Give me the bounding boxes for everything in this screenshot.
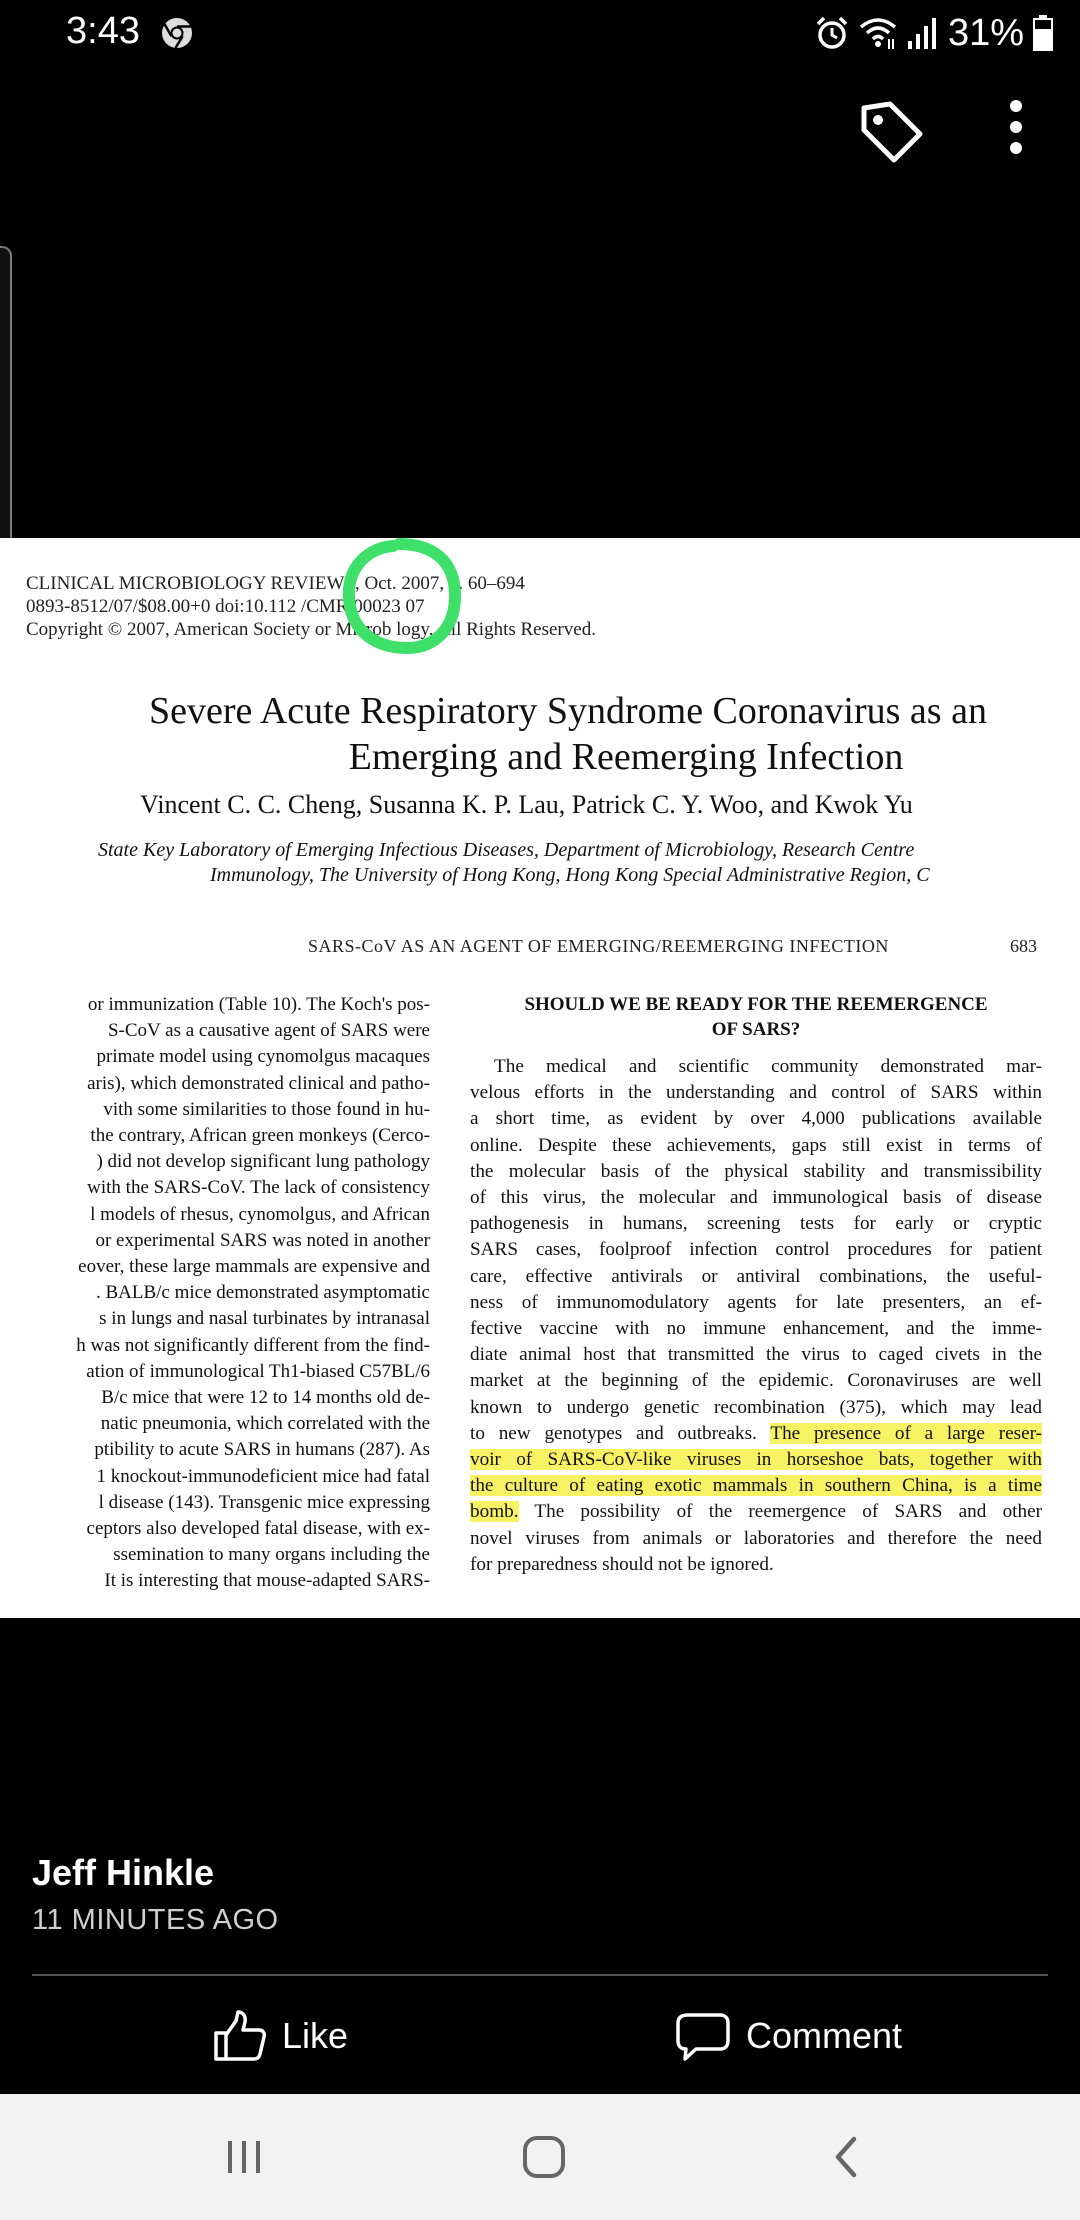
tag-button[interactable] [850, 92, 930, 172]
body-line-mixed [470, 1499, 1042, 1525]
page-number: 683 [1010, 936, 1037, 956]
body-line: diate animal host that transmitted the virus to caged civets in the [470, 1344, 1042, 1366]
chrome-icon [160, 16, 194, 50]
divider [32, 1974, 1048, 1976]
body-line: SARS cases, foolproof infection control procedures for patient [470, 1239, 1042, 1261]
body-line: for preparedness should not be ignored. [470, 1553, 774, 1575]
body-line: fective vaccine with no immune enhancement, and the imme- [470, 1318, 1042, 1340]
right-column [470, 992, 1042, 1578]
article-authors: Vincent C. C. Cheng, Susanna K. P. Lau, Patrick C. Y. Woo, and Kwok Yu [140, 790, 913, 819]
affiliation-line2: Immunology, The University of Hong Kong, Hong Kong Special Administrative Region, C [210, 864, 930, 886]
left-line: S-CoV as a causative agent of SARS were [107, 1020, 430, 1042]
navigation-bar [0, 2094, 1080, 2220]
battery-percent: 31% [947, 11, 1024, 54]
highlighted-text: the culture of eating exotic mammals in southern China, is a time [470, 1475, 1042, 1497]
wifi-icon [858, 15, 898, 51]
journal-copyright: Copyright © 2007, American Society or Microb logy. All Rights Reserved. [26, 619, 596, 640]
affiliation-line1: State Key Laboratory of Emerging Infectious Diseases, Department of Microbiology, Research Centre [98, 839, 915, 861]
left-column [0, 992, 430, 1595]
body-line: the molecular basis of the physical stability and transmissibility [470, 1160, 1042, 1182]
status-time: 3:43 [66, 10, 140, 52]
body-line-highlight [470, 1473, 1042, 1499]
highlighted-text: bomb. [470, 1501, 519, 1523]
left-line: ceptors also developed fatal disease, with ex- [86, 1518, 430, 1540]
left-line: l disease (143). Transgenic mice expressing [98, 1491, 430, 1513]
status-bar [0, 0, 1080, 70]
article-title-line1: Severe Acute Respiratory Syndrome Coronavirus as an [149, 690, 987, 732]
left-line: ssemination to many organs including the [113, 1544, 430, 1566]
poster-name[interactable]: Jeff Hinkle [32, 1852, 215, 1893]
post-timestamp: 11 MINUTES AGO [32, 1904, 279, 1936]
home-button[interactable] [504, 2124, 584, 2190]
more-options-button[interactable] [986, 92, 1046, 172]
section-heading-line2: OF SARS? [711, 1019, 801, 1040]
body-line: online. Despite these achievements, gaps still exist in terms of [470, 1134, 1042, 1156]
thumbs-up-icon [212, 2009, 266, 2063]
body-line: market at the beginning of the epidemic. Coronaviruses are well [470, 1370, 1042, 1392]
tag-icon [850, 92, 930, 172]
body-line: known to undergo genetic recombination (375), which may lead [470, 1396, 1042, 1418]
like-button[interactable] [212, 2006, 348, 2066]
battery-icon [1032, 14, 1054, 52]
left-line: primate model using cynomolgus macaques [96, 1046, 430, 1068]
article-title-line2: Emerging and Reemerging Infection [348, 736, 904, 778]
left-line: or experimental SARS was noted in another [95, 1229, 430, 1251]
left-line: with the SARS-CoV. The lack of consistency [87, 1177, 430, 1199]
body-line: velous efforts in the understanding and control of SARS within [470, 1082, 1042, 1104]
body-line: The medical and scientific community demonstrated mar- [494, 1056, 1042, 1077]
body-line: novel viruses from animals or laboratories and therefore the need [470, 1527, 1042, 1549]
body-line: ness of immunomodulatory agents for late presenters, an ef- [470, 1291, 1042, 1313]
signal-icon [906, 15, 940, 51]
comment-label: Comment [746, 2015, 903, 2056]
more-vert-icon [986, 92, 1046, 172]
left-line: ptibility to acute SARS in humans (287). As [94, 1439, 430, 1461]
recent-apps-icon [222, 2137, 266, 2177]
article-title [0, 688, 1080, 780]
body-line-mixed [470, 1421, 1042, 1447]
section-heading [470, 992, 1042, 1042]
journal-header [26, 572, 596, 641]
highlighted-text: The presence of a large reser- [770, 1422, 1042, 1444]
green-circle-annotation [337, 538, 467, 656]
left-line: . BALB/c mice demonstrated asymptomatic [95, 1282, 430, 1304]
left-line: It is interesting that mouse-adapted SARS- [104, 1570, 430, 1592]
left-line: ation of immunological Th1-biased C57BL/6 [86, 1360, 430, 1382]
journal-name: CLINICAL MICROBIOLOGY REVIEWS, [26, 573, 360, 594]
comment-button[interactable] [676, 2006, 902, 2066]
document-image [0, 538, 1080, 1618]
running-head: SARS-CoV AS AN AGENT OF EMERGING/REEMERGING INFECTION [308, 936, 889, 956]
body-text: The possibility of the reemergence of SARS and other [518, 1501, 1042, 1523]
body-text: to new genotypes and outbreaks. [470, 1422, 757, 1444]
article-affiliation [0, 838, 1080, 888]
left-line: l models of rhesus, cynomolgus, and African [90, 1203, 430, 1225]
body-line: care, effective antivirals or antiviral combinations, the useful- [470, 1265, 1042, 1287]
comment-icon [676, 2009, 730, 2063]
body-line: of this virus, the molecular and immunological basis of disease [470, 1187, 1042, 1209]
left-line: 1 knockout-immunodeficient mice had fatal [96, 1465, 430, 1487]
left-line: B/c mice that were 12 to 14 months old de- [101, 1387, 430, 1409]
home-icon [520, 2133, 568, 2181]
left-line: vith some similarities to those found in hu- [103, 1098, 430, 1120]
highlighted-text: voir of SARS-CoV-like viruses in horseshoe bats, together with [470, 1449, 1042, 1471]
left-line: the contrary, African green monkeys (Cerco- [90, 1125, 430, 1147]
back-icon [826, 2133, 866, 2181]
left-line: eover, these large mammals are expensive and [78, 1256, 430, 1278]
left-line: or immunization (Table 10). The Koch's pos- [87, 994, 430, 1015]
journal-doi: 0893-8512/07/$08.00+0 doi:10.112 /CMR.00023 07 [26, 596, 425, 617]
recent-apps-button[interactable] [204, 2124, 284, 2190]
left-line: ) did not develop significant lung pathology [96, 1151, 430, 1173]
body-line: a short time, as evident by over 4,000 publications available [470, 1108, 1042, 1130]
alarm-icon [814, 15, 850, 51]
journal-date-pages: Oct. 2007, p. 60–694 [364, 573, 525, 594]
left-line: s in lungs and nasal turbinates by intranasal [99, 1308, 430, 1330]
left-line: h was not significantly different from the find- [76, 1334, 430, 1356]
body-line: pathogenesis in humans, screening tests for early or cryptic [470, 1213, 1042, 1235]
body-line-highlight [470, 1447, 1042, 1473]
left-line: natic pneumonia, which correlated with the [100, 1413, 430, 1435]
section-heading-line1: SHOULD WE BE READY FOR THE REEMERGENCE [524, 994, 988, 1015]
back-button[interactable] [806, 2124, 886, 2190]
like-label: Like [282, 2015, 349, 2056]
left-line: aris), which demonstrated clinical and patho- [87, 1072, 430, 1094]
